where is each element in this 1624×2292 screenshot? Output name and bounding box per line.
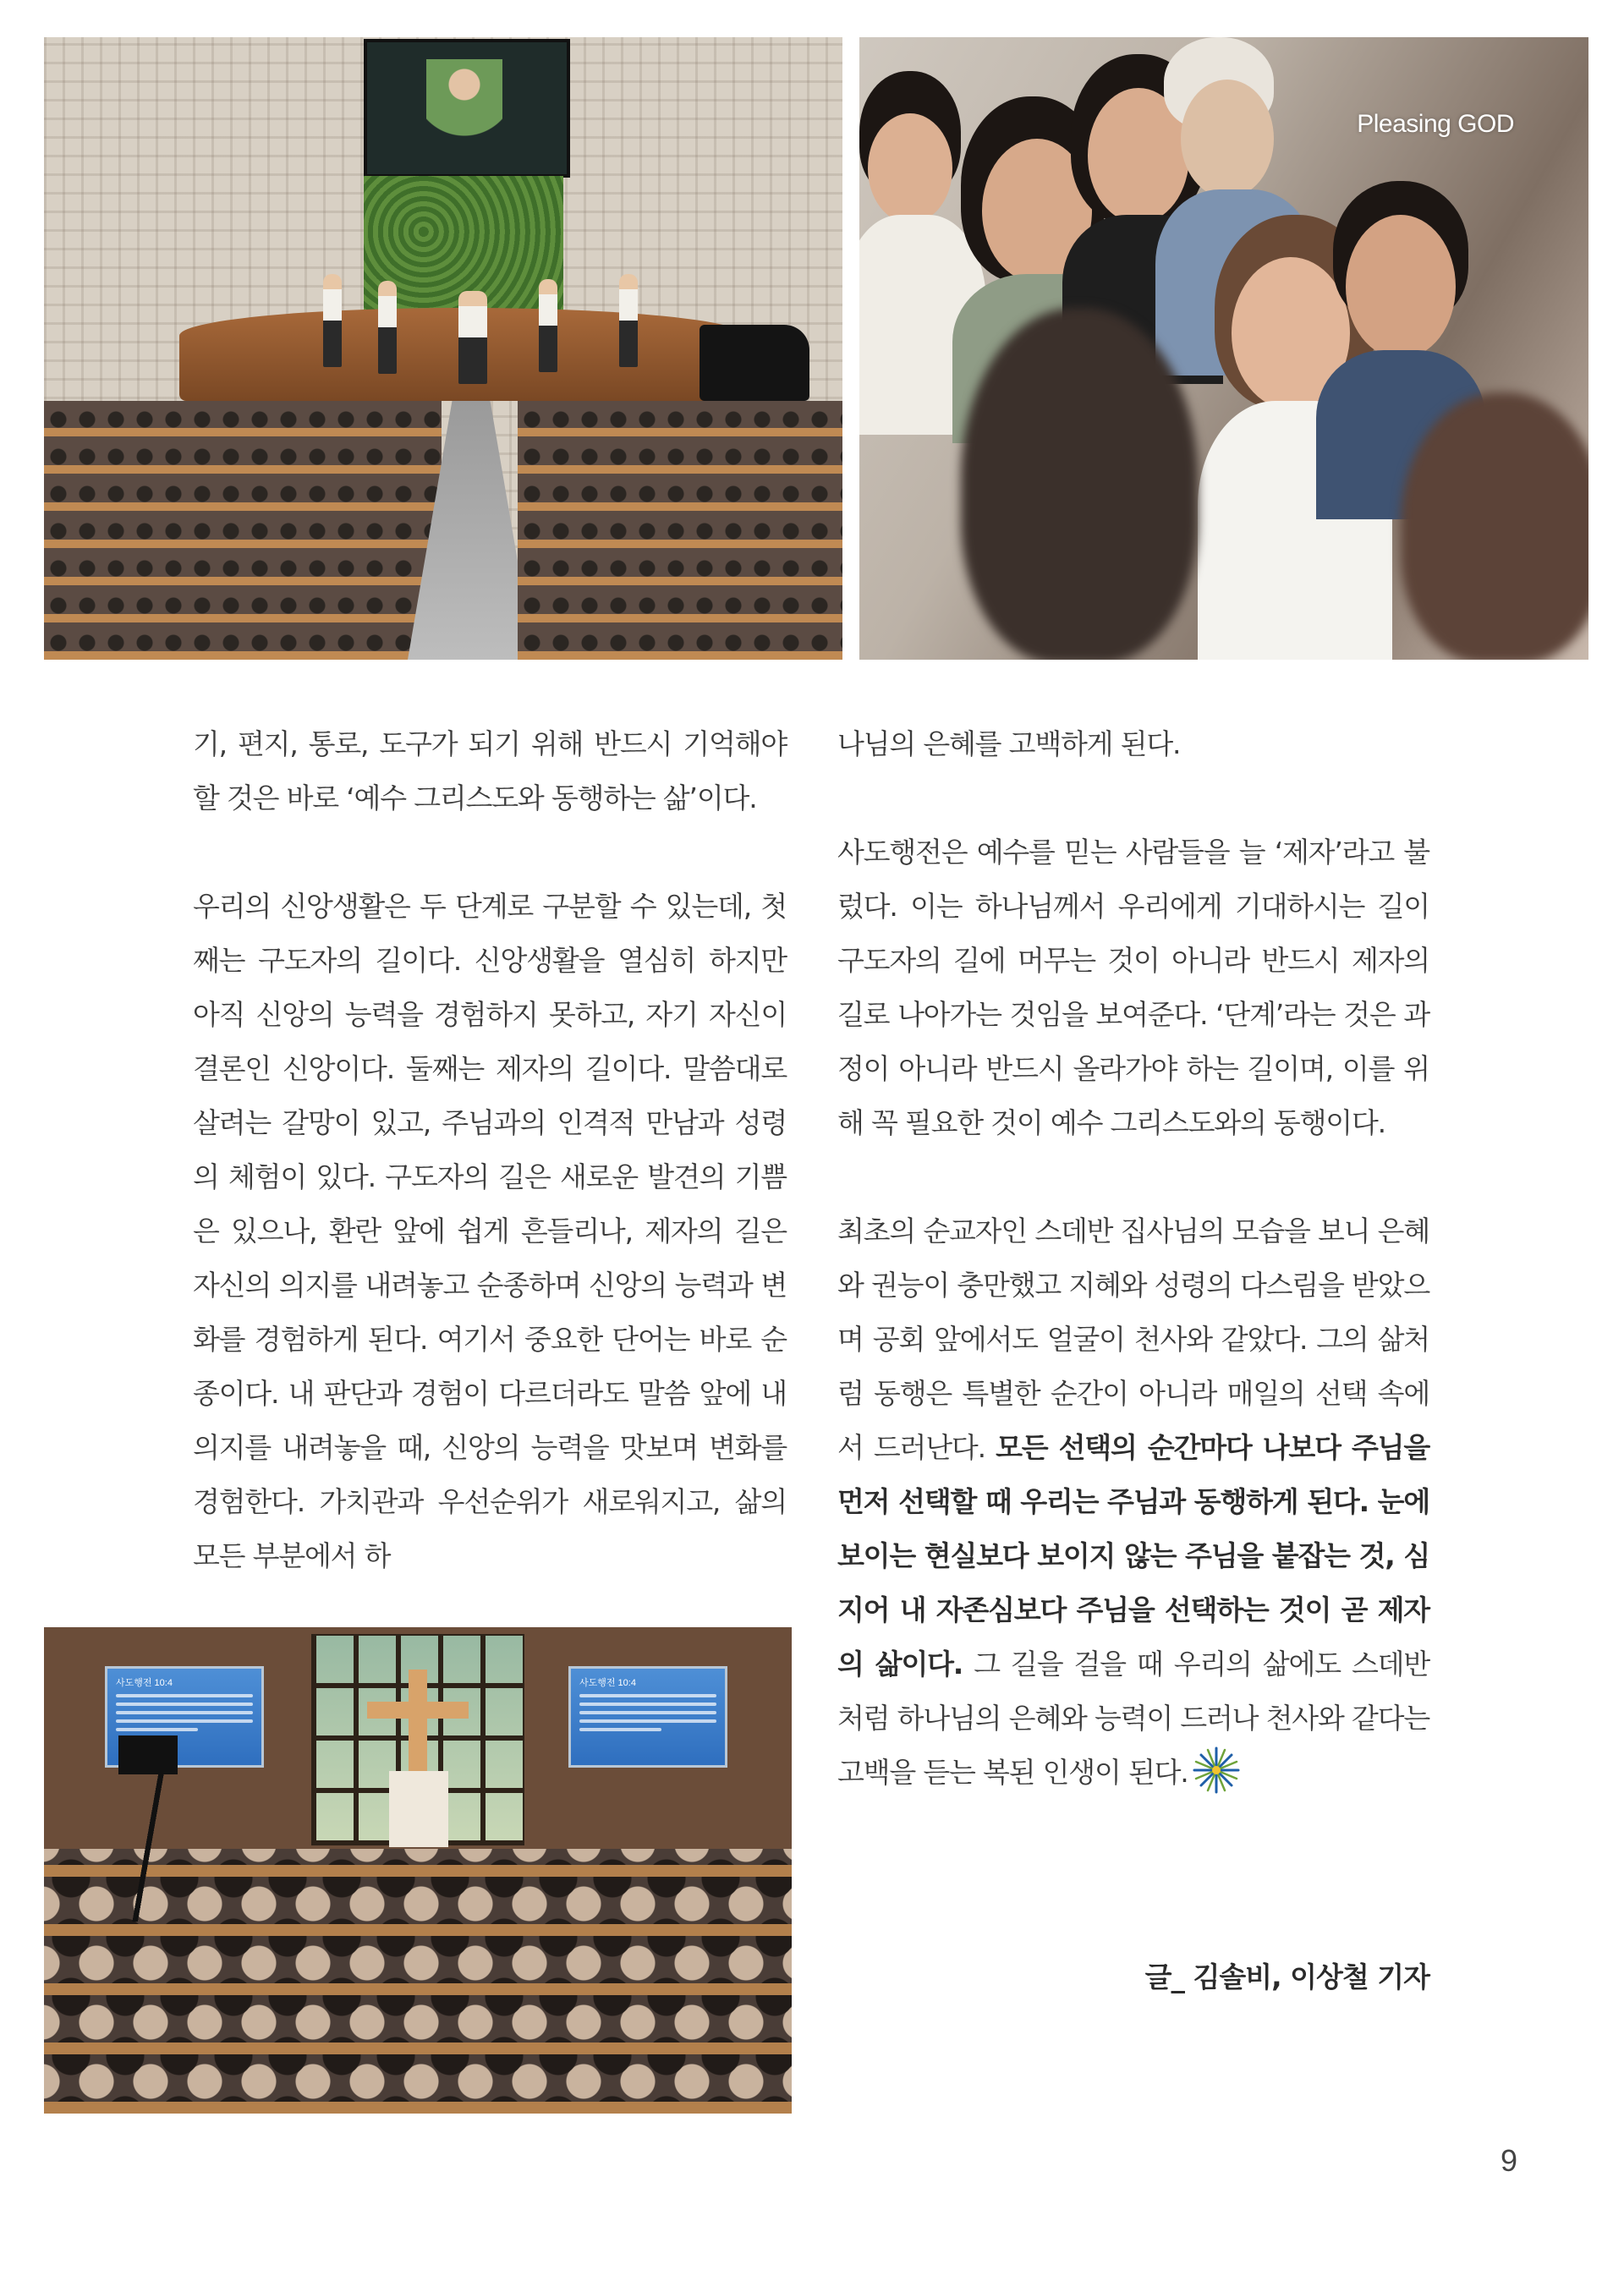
blurred-foreground <box>961 308 1198 660</box>
article-right-column <box>837 717 1429 1800</box>
video-camera-icon <box>118 1735 178 1922</box>
slide-line <box>116 1694 253 1697</box>
slide-line <box>579 1719 716 1723</box>
worship-stage-photo <box>44 37 842 660</box>
slide-line <box>579 1711 716 1714</box>
person-face <box>1346 215 1456 359</box>
stage-screen <box>364 39 570 178</box>
piano <box>700 325 809 401</box>
slide-line <box>116 1719 253 1723</box>
congregation-left <box>44 401 442 660</box>
slide-title: 사도행전 10:4 <box>579 1678 636 1688</box>
singer-figure <box>323 274 342 367</box>
singer-figure <box>619 274 638 367</box>
slide-line <box>116 1711 253 1714</box>
congregation-right <box>518 401 842 660</box>
paragraph-text: 그 길을 걸을 때 우리의 삶에도 스데반처럼 하나님의 은혜와 능력이 드러나 천사와 같다는 고백을 듣는 복된 인생이 된다. <box>837 1648 1430 1789</box>
paragraph-text: 최초의 순교자인 스데반 집사님의 모습을 보니 은혜와 권능이 충만했고 지혜와 성령의 다스림을 받았으며 공회 앞에서도 얼굴이 천사와 같았다. 그의 삶처럼 동행은 특별한 순간이 아니라 매일의 선택 속에서 드러난다. <box>837 1215 1429 1464</box>
article-paragraph: 나님의 은혜를 고백하게 된다. <box>837 727 1181 760</box>
page-number: 9 <box>1500 2143 1518 2178</box>
photo-caption: Pleasing GOD <box>1357 110 1514 138</box>
slide-title: 사도행전 10:4 <box>116 1678 173 1688</box>
article-paragraph <box>837 1204 1429 1800</box>
cross-bar <box>367 1702 469 1719</box>
article-byline: 글_ 김솔비, 이상철 기자 <box>1144 1960 1429 1993</box>
slide-line <box>116 1728 198 1731</box>
singer-figure <box>539 279 557 372</box>
person-face <box>1181 80 1274 198</box>
person-face <box>868 113 952 223</box>
slide-line <box>579 1694 716 1697</box>
pastor-figure <box>458 291 487 384</box>
article-paragraph: 사도행전은 예수를 믿는 사람들을 늘 ‘제자’라고 불렀다. 이는 하나님께서 우리에게 기대하시는 길이 구도자의 길에 머무는 것이 아니라 반드시 제자의 길로 나아가는 것임을 보여준다. ‘단계’라는 것은 과정이 아니라 반드시 올라가야 하는 길이며, 이를 위해 꼭 필요한 것이 예수 그리스도와의 동행이다. <box>837 836 1429 1139</box>
pulpit <box>389 1771 448 1847</box>
singer-figure <box>378 281 397 374</box>
article-paragraph: 기, 편지, 통로, 도구가 되기 위해 반드시 기억해야 할 것은 바로 ‘예수 그리스도와 동행하는 삶’이다. <box>193 727 787 814</box>
congregation-closeup-photo <box>859 37 1588 660</box>
emphasis-text: 모든 선택의 순간마다 나보다 주님을 먼저 선택할 때 우리는 주님과 동행하게 된다. 눈에 보이는 현실보다 보이지 않는 주님을 붙잡는 것, 심지어 내 자존심보다 주님을 선택하는 것이 곧 제자의 삶이다. <box>837 1431 1429 1681</box>
article-left-column <box>193 717 787 1583</box>
scripture-slide-right <box>568 1666 727 1768</box>
slide-line <box>579 1703 716 1706</box>
blurred-foreground <box>1401 392 1588 660</box>
sermon-hall-photo <box>44 1627 792 2114</box>
slide-line <box>116 1703 253 1706</box>
flower-ornament-icon <box>1192 1746 1241 1795</box>
article-paragraph: 우리의 신앙생활은 두 단계로 구분할 수 있는데, 첫째는 구도자의 길이다. 신앙생활을 열심히 하지만 아직 신앙의 능력을 경험하지 못하고, 자기 자신이 결론인 신앙이다. 둘째는 제자의 길이다. 말씀대로 살려는 갈망이 있고, 주님과의 인격적 만남과 성령의 체험이 있다. 구도자의 길은 새로운 발견의 기쁨은 있으나, 환란 앞에 쉽게 흔들리나, 제자의 길은 자신의 의지를 내려놓고 순종하며 신앙의 능력과 변화를 경험하게 된다. 여기서 중요한 단어는 바로 순종이다. 내 판단과 경험이 다르더라도 말씀 앞에 내 의지를 내려놓을 때, 신앙의 능력을 맛보며 변화를 경험한다. 가치관과 우선순위가 새로워지고, 삶의 모든 부분에서 하 <box>193 890 787 1572</box>
slide-line <box>579 1728 661 1731</box>
